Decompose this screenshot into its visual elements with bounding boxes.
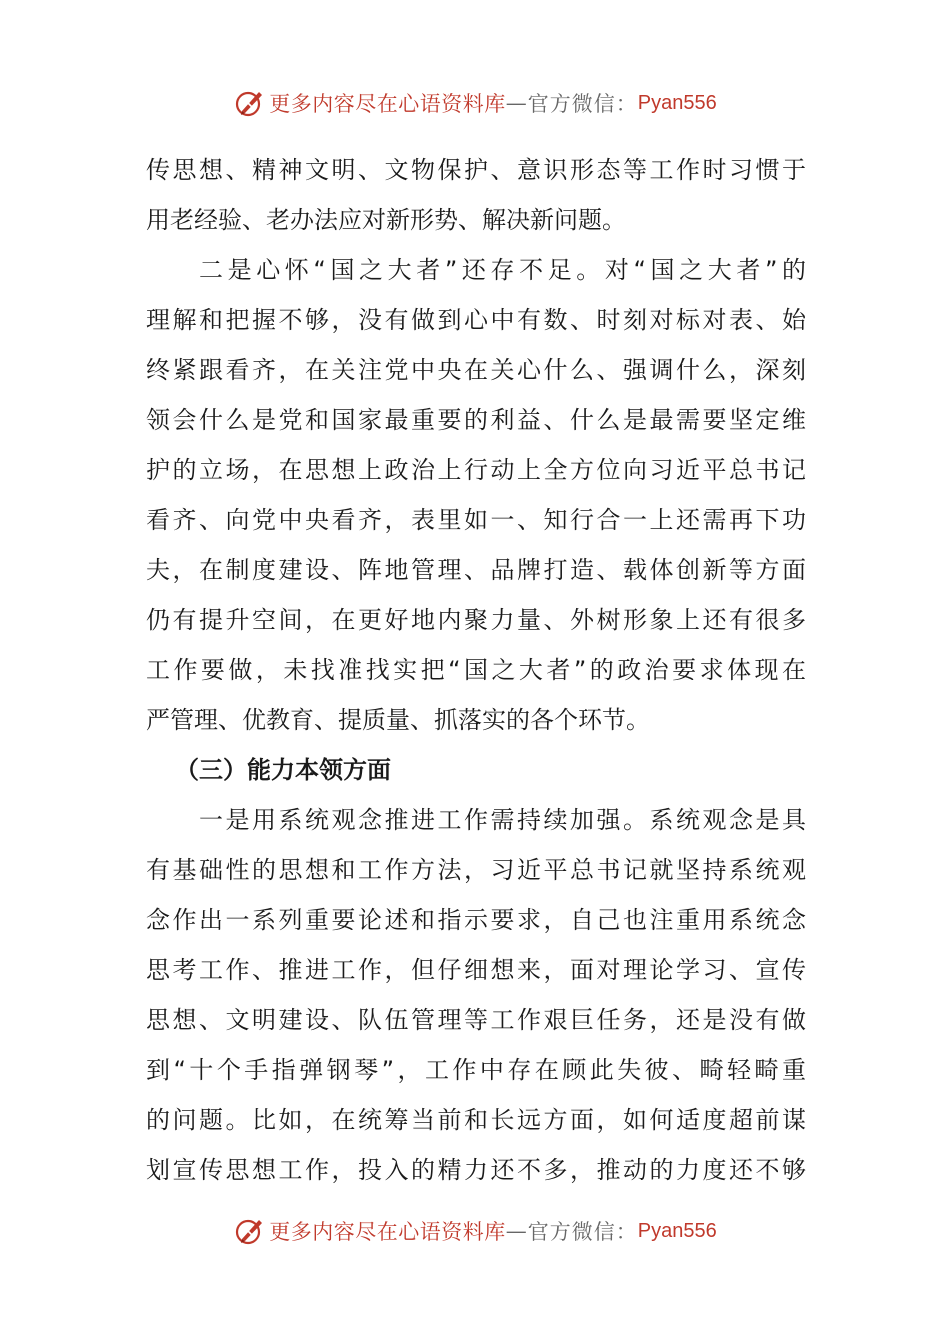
paragraph-line: 理解和把握不够，没有做到心中有数、时刻对标对表、始	[146, 306, 806, 334]
pen-logo-icon	[233, 1214, 267, 1248]
paragraph-line: 看齐、向党中央看齐，表里如一、知行合一上还需再下功	[146, 506, 806, 534]
paragraph-line: 到“十个手指弹钢琴”，工作中存在顾此失彼、畸轻畸重	[146, 1056, 806, 1084]
watermark-dash: —	[505, 91, 528, 115]
pen-logo-icon	[233, 86, 267, 120]
section-heading: （三）能力本领方面	[175, 756, 391, 784]
paragraph-line: 传思想、精神文明、文物保护、意识形态等工作时习惯于	[146, 156, 806, 184]
paragraph-line: 思想、文明建设、队伍管理等工作艰巨任务，还是没有做	[146, 1006, 806, 1034]
watermark-wechat-label: 官方微信：	[527, 1220, 638, 1244]
watermark-dash: —	[505, 1219, 528, 1243]
paragraph-line: 护的立场，在思想上政治上行动上全方位向习近平总书记	[146, 456, 806, 484]
paragraph-line: 终紧跟看齐，在关注党中央在关心什么、强调什么，深刻	[146, 356, 806, 384]
paragraph-line: 一是用系统观念推进工作需持续加强。系统观念是具	[199, 806, 806, 834]
paragraph-line: 念作出一系列重要论述和指示要求，自己也注重用系统念	[146, 906, 806, 934]
paragraph-line: 划宣传思想工作，投入的精力还不多，推动的力度还不够	[146, 1156, 806, 1184]
paragraph-line: 严管理、优教育、提质量、抓落实的各个环节。	[146, 706, 650, 734]
paragraph-line: 思考工作、推进工作，但仔细想来，面对理论学习、宣传	[146, 956, 806, 984]
document-body	[146, 145, 806, 1195]
paragraph-line: 夫，在制度建设、阵地管理、品牌打造、载体创新等方面	[146, 556, 806, 584]
paragraph-line: 的问题。比如，在统筹当前和长远方面，如何适度超前谋	[146, 1106, 806, 1134]
watermark-wechat-handle: Pyan556	[637, 91, 717, 114]
watermark-wechat-handle: Pyan556	[637, 1219, 717, 1242]
watermark-header	[0, 83, 950, 123]
paragraph-line: 仍有提升空间，在更好地内聚力量、外树形象上还有很多	[146, 606, 806, 634]
watermark-site-text: 更多内容尽在心语资料库	[269, 1220, 506, 1244]
watermark-footer	[0, 1211, 950, 1251]
paragraph-line: 有基础性的思想和工作方法，习近平总书记就坚持系统观	[146, 856, 806, 884]
watermark-site-text: 更多内容尽在心语资料库	[269, 92, 506, 116]
watermark-wechat-label: 官方微信：	[527, 92, 638, 116]
paragraph-line: 领会什么是党和国家最重要的利益、什么是最需要坚定维	[146, 406, 806, 434]
paragraph-line: 工作要做，未找准找实把“国之大者”的政治要求体现在	[146, 656, 806, 684]
paragraph-line: 二是心怀“国之大者”还存不足。对“国之大者”的	[199, 256, 806, 284]
paragraph-line: 用老经验、老办法应对新形势、解决新问题。	[146, 206, 626, 234]
